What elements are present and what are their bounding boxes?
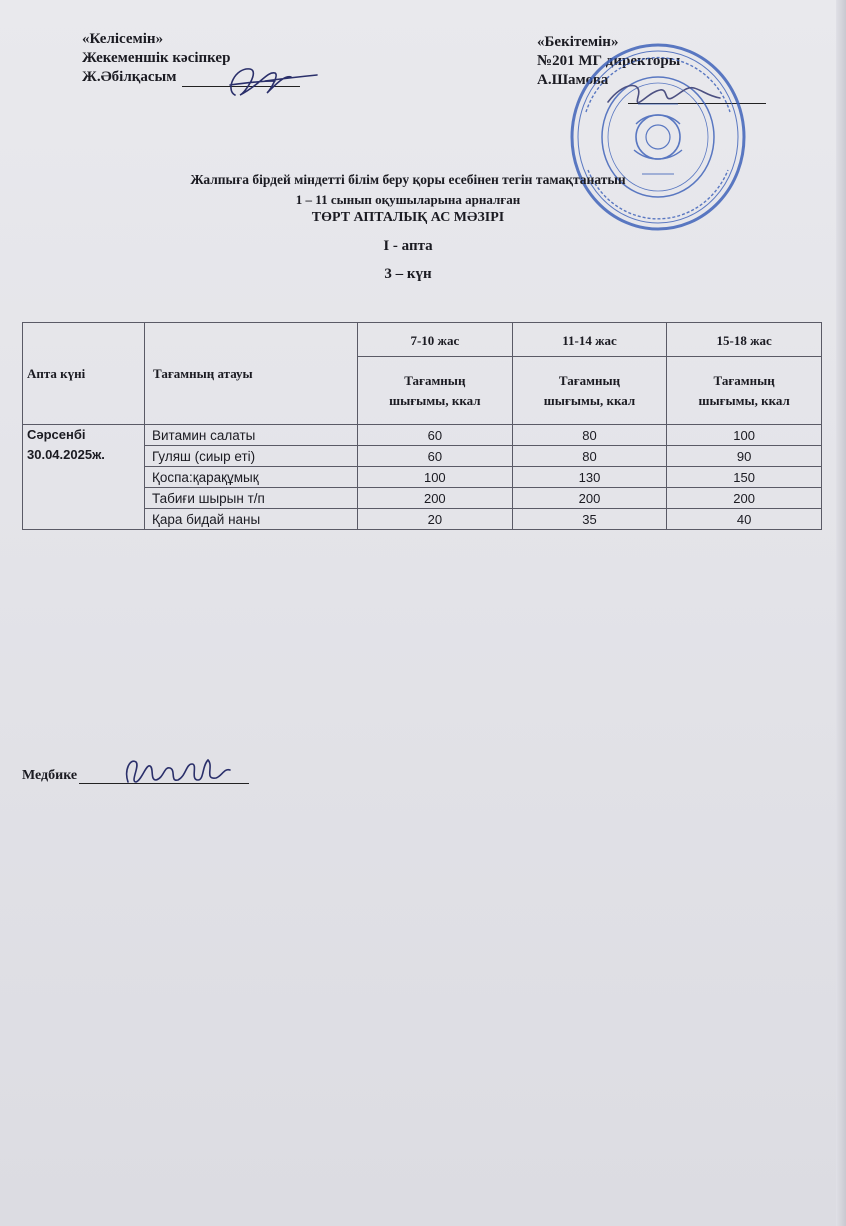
approval-right-line3: А.Шамова — [537, 72, 609, 88]
dish-name: Табиғи шырын т/п — [145, 488, 358, 509]
table-header-row — [23, 323, 822, 357]
signature-left — [205, 55, 325, 105]
kcal-value: 150 — [667, 467, 822, 488]
kcal-value: 130 — [512, 467, 667, 488]
approval-left-line1: «Келісемін» — [82, 31, 164, 47]
dish-name: Қара бидай наны — [145, 509, 358, 530]
title-line3: ТӨРТ АПТАЛЫҚ АС МӘЗІРІ — [311, 210, 505, 225]
title-day: 3 – күн — [384, 266, 432, 282]
kcal-value: 40 — [667, 509, 822, 530]
header-yield — [667, 357, 822, 425]
kcal-value: 100 — [667, 425, 822, 446]
kcal-value: 90 — [667, 446, 822, 467]
dish-name: Гуляш (сиыр еті) — [145, 446, 358, 467]
header-yield-line2: шығымы, ккал — [698, 392, 790, 408]
header-age-group: 7-10 жас — [358, 323, 513, 357]
kcal-value: 100 — [358, 467, 513, 488]
header-day: Апта күні — [23, 323, 145, 425]
header-yield-line1: Тағамның — [713, 372, 775, 388]
approval-right-line1: «Бекітемін» — [537, 34, 619, 50]
header-yield-line1: Тағамның — [404, 372, 466, 388]
kcal-value: 200 — [512, 488, 667, 509]
signature-nurse — [120, 752, 240, 792]
dish-name: Қоспа:қарақұмық — [145, 467, 358, 488]
approval-left-name: Ж.Әбілқасым — [82, 69, 177, 85]
approval-right-line2: №201 МГ директоры — [537, 53, 681, 69]
kcal-value: 200 — [667, 488, 822, 509]
menu-table — [22, 322, 822, 530]
kcal-value: 60 — [358, 425, 513, 446]
approval-left-line2: Жекеменшік кәсіпкер — [82, 50, 231, 66]
header-yield — [512, 357, 667, 425]
title-block — [0, 170, 846, 285]
header-yield — [358, 357, 513, 425]
kcal-value: 35 — [512, 509, 667, 530]
kcal-value: 200 — [358, 488, 513, 509]
header-age-group: 15-18 жас — [667, 323, 822, 357]
header-yield-line2: шығымы, ккал — [543, 392, 636, 408]
kcal-value: 20 — [358, 509, 513, 530]
header-age-group: 11-14 жас — [512, 323, 667, 357]
header-yield-line2: шығымы, ккал — [389, 392, 481, 408]
title-line2: 1 – 11 сынып оқушыларына арналған — [295, 192, 521, 207]
nurse-label: Медбике — [22, 768, 78, 783]
table-row — [23, 425, 822, 446]
title-week: I - апта — [383, 238, 433, 254]
day-name: Сәрсенбі — [27, 427, 86, 442]
kcal-value: 80 — [512, 446, 667, 467]
kcal-value: 60 — [358, 446, 513, 467]
dish-name: Витамин салаты — [145, 425, 358, 446]
day-cell — [23, 425, 145, 530]
title-line1: Жалпыға бірдей міндетті білім беру қоры есебінен тегін тамақтанатын — [190, 172, 626, 187]
day-date: 30.04.2025ж. — [27, 447, 105, 462]
kcal-value: 80 — [512, 425, 667, 446]
header-yield-line1: Тағамның — [558, 372, 621, 388]
header-dish-name: Тағамның атауы — [145, 323, 358, 425]
